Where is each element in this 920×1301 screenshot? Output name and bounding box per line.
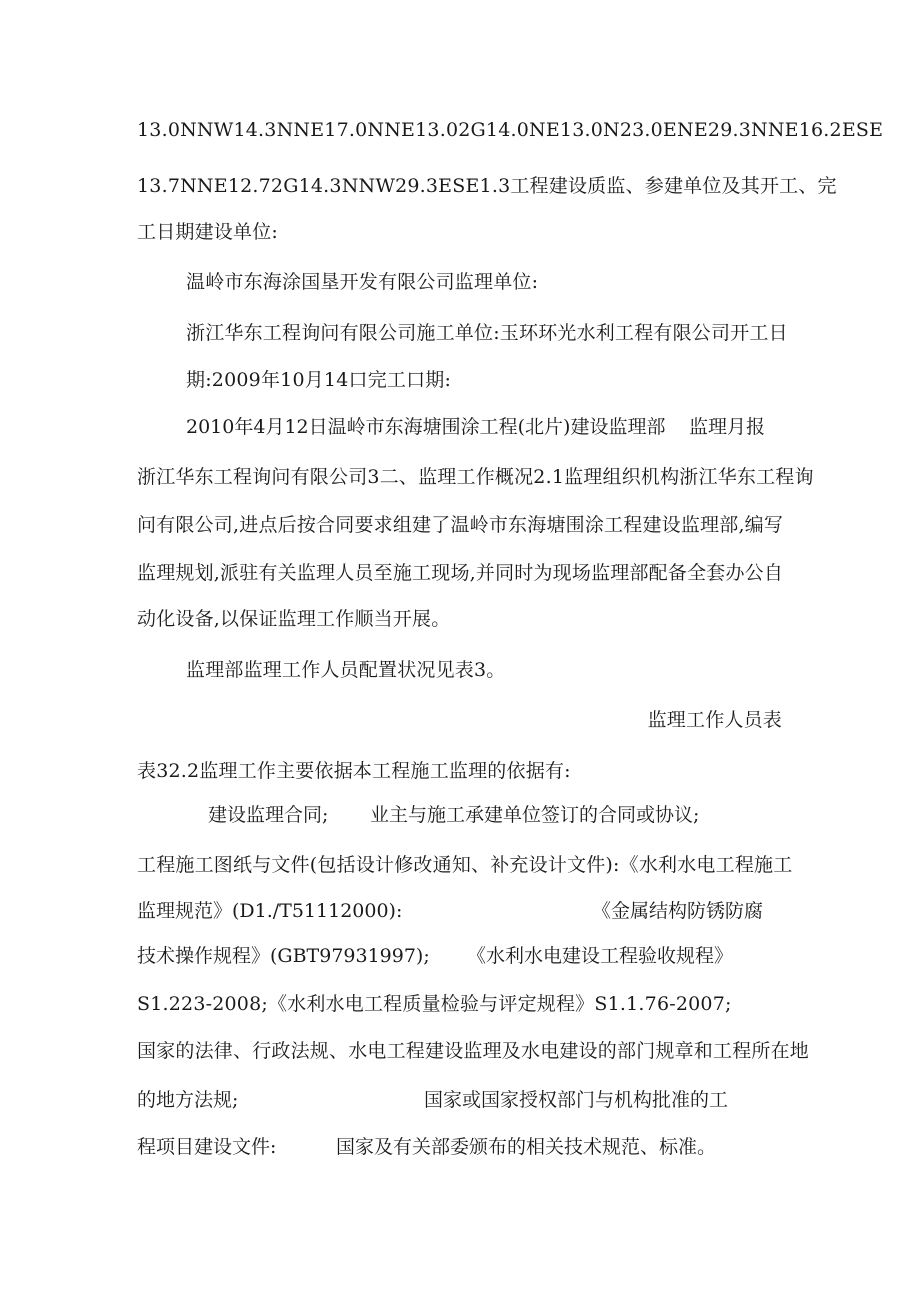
text-line-22-right: 国家及有关部委颁布的相关技术规范、标准。: [336, 1136, 717, 1158]
text-line-7-right: 监理月报: [689, 416, 766, 438]
text-line-22-left: 程项目建设文件:: [137, 1136, 277, 1158]
text-line-15-right: 业主与施工承建单位签订的合同或协议;: [370, 804, 700, 826]
text-line-2: 13.7NNE12.72G14.3NNW29.3ESE1.3工程建设质监、参建单位及其开工、完: [137, 175, 837, 197]
text-line-4: 温岭市东海涂国垦开发有限公司监理单位:: [186, 271, 539, 293]
text-line-18-left: 技术操作规程》(GBT97931997);: [137, 945, 430, 967]
text-line-19: S1.223-2008;《水利水电工程质量检验与评定规程》S1.1.76-2007;: [137, 993, 732, 1015]
text-line-5: 浙江华东工程询问有限公司施工单位:玉环环光水利工程有限公司开工日: [186, 322, 788, 344]
text-line-1: 13.0NNW14.3NNE17.0NNE13.02G14.0NE13.0N23.0ENE29.3NNE16.2ESE: [137, 119, 884, 141]
text-line-18-right: 《水利水电建设工程验收规程》: [467, 945, 734, 967]
text-line-20: 国家的法律、行政法规、水电工程建设监理及水电建设的部门规章和工程所在地: [137, 1040, 810, 1062]
text-line-10: 监理规划,派驻有关监理人员至施工现场,并同时为现场监理部配备全套办公自: [137, 562, 784, 584]
text-line-15-left: 建设监理合同;: [208, 804, 329, 826]
text-line-21-left: 的地方法规;: [137, 1089, 239, 1111]
text-line-9: 问有限公司,进点后按合同要求组建了温岭市东海塘围涂工程建设监理部,编写: [137, 514, 784, 536]
text-line-14: 表32.2监理工作主要依据本工程施工监理的依据有:: [137, 760, 571, 782]
text-line-7-left: 2010年4月12日温岭市东海塘围涂工程(北片)建设监理部: [186, 416, 666, 438]
text-line-21-right: 国家或国家授权部门与机构批准的工: [424, 1089, 729, 1111]
text-line-3: 工日期建设单位:: [137, 221, 279, 243]
text-line-6: 期:2009年10月14口完工口期:: [186, 369, 452, 391]
text-line-8: 浙江华东工程询问有限公司3二、监理工作概况2.1监理组织机构浙江华东工程询: [137, 466, 814, 488]
text-line-11: 动化设备,以保证监理工作顺当开展。: [137, 608, 451, 630]
text-line-16: 工程施工图纸与文件(包括设计修改通知、补充设计文件):《水利水电工程施工: [137, 854, 793, 876]
table-caption: 监理工作人员表: [647, 709, 782, 731]
text-line-17-right: 《金属结构防锈防腐: [592, 900, 764, 922]
text-line-12: 监理部监理工作人员配置状况见表3。: [186, 659, 506, 681]
text-line-17-left: 监理规范》(D1./T51112000):: [137, 900, 403, 922]
